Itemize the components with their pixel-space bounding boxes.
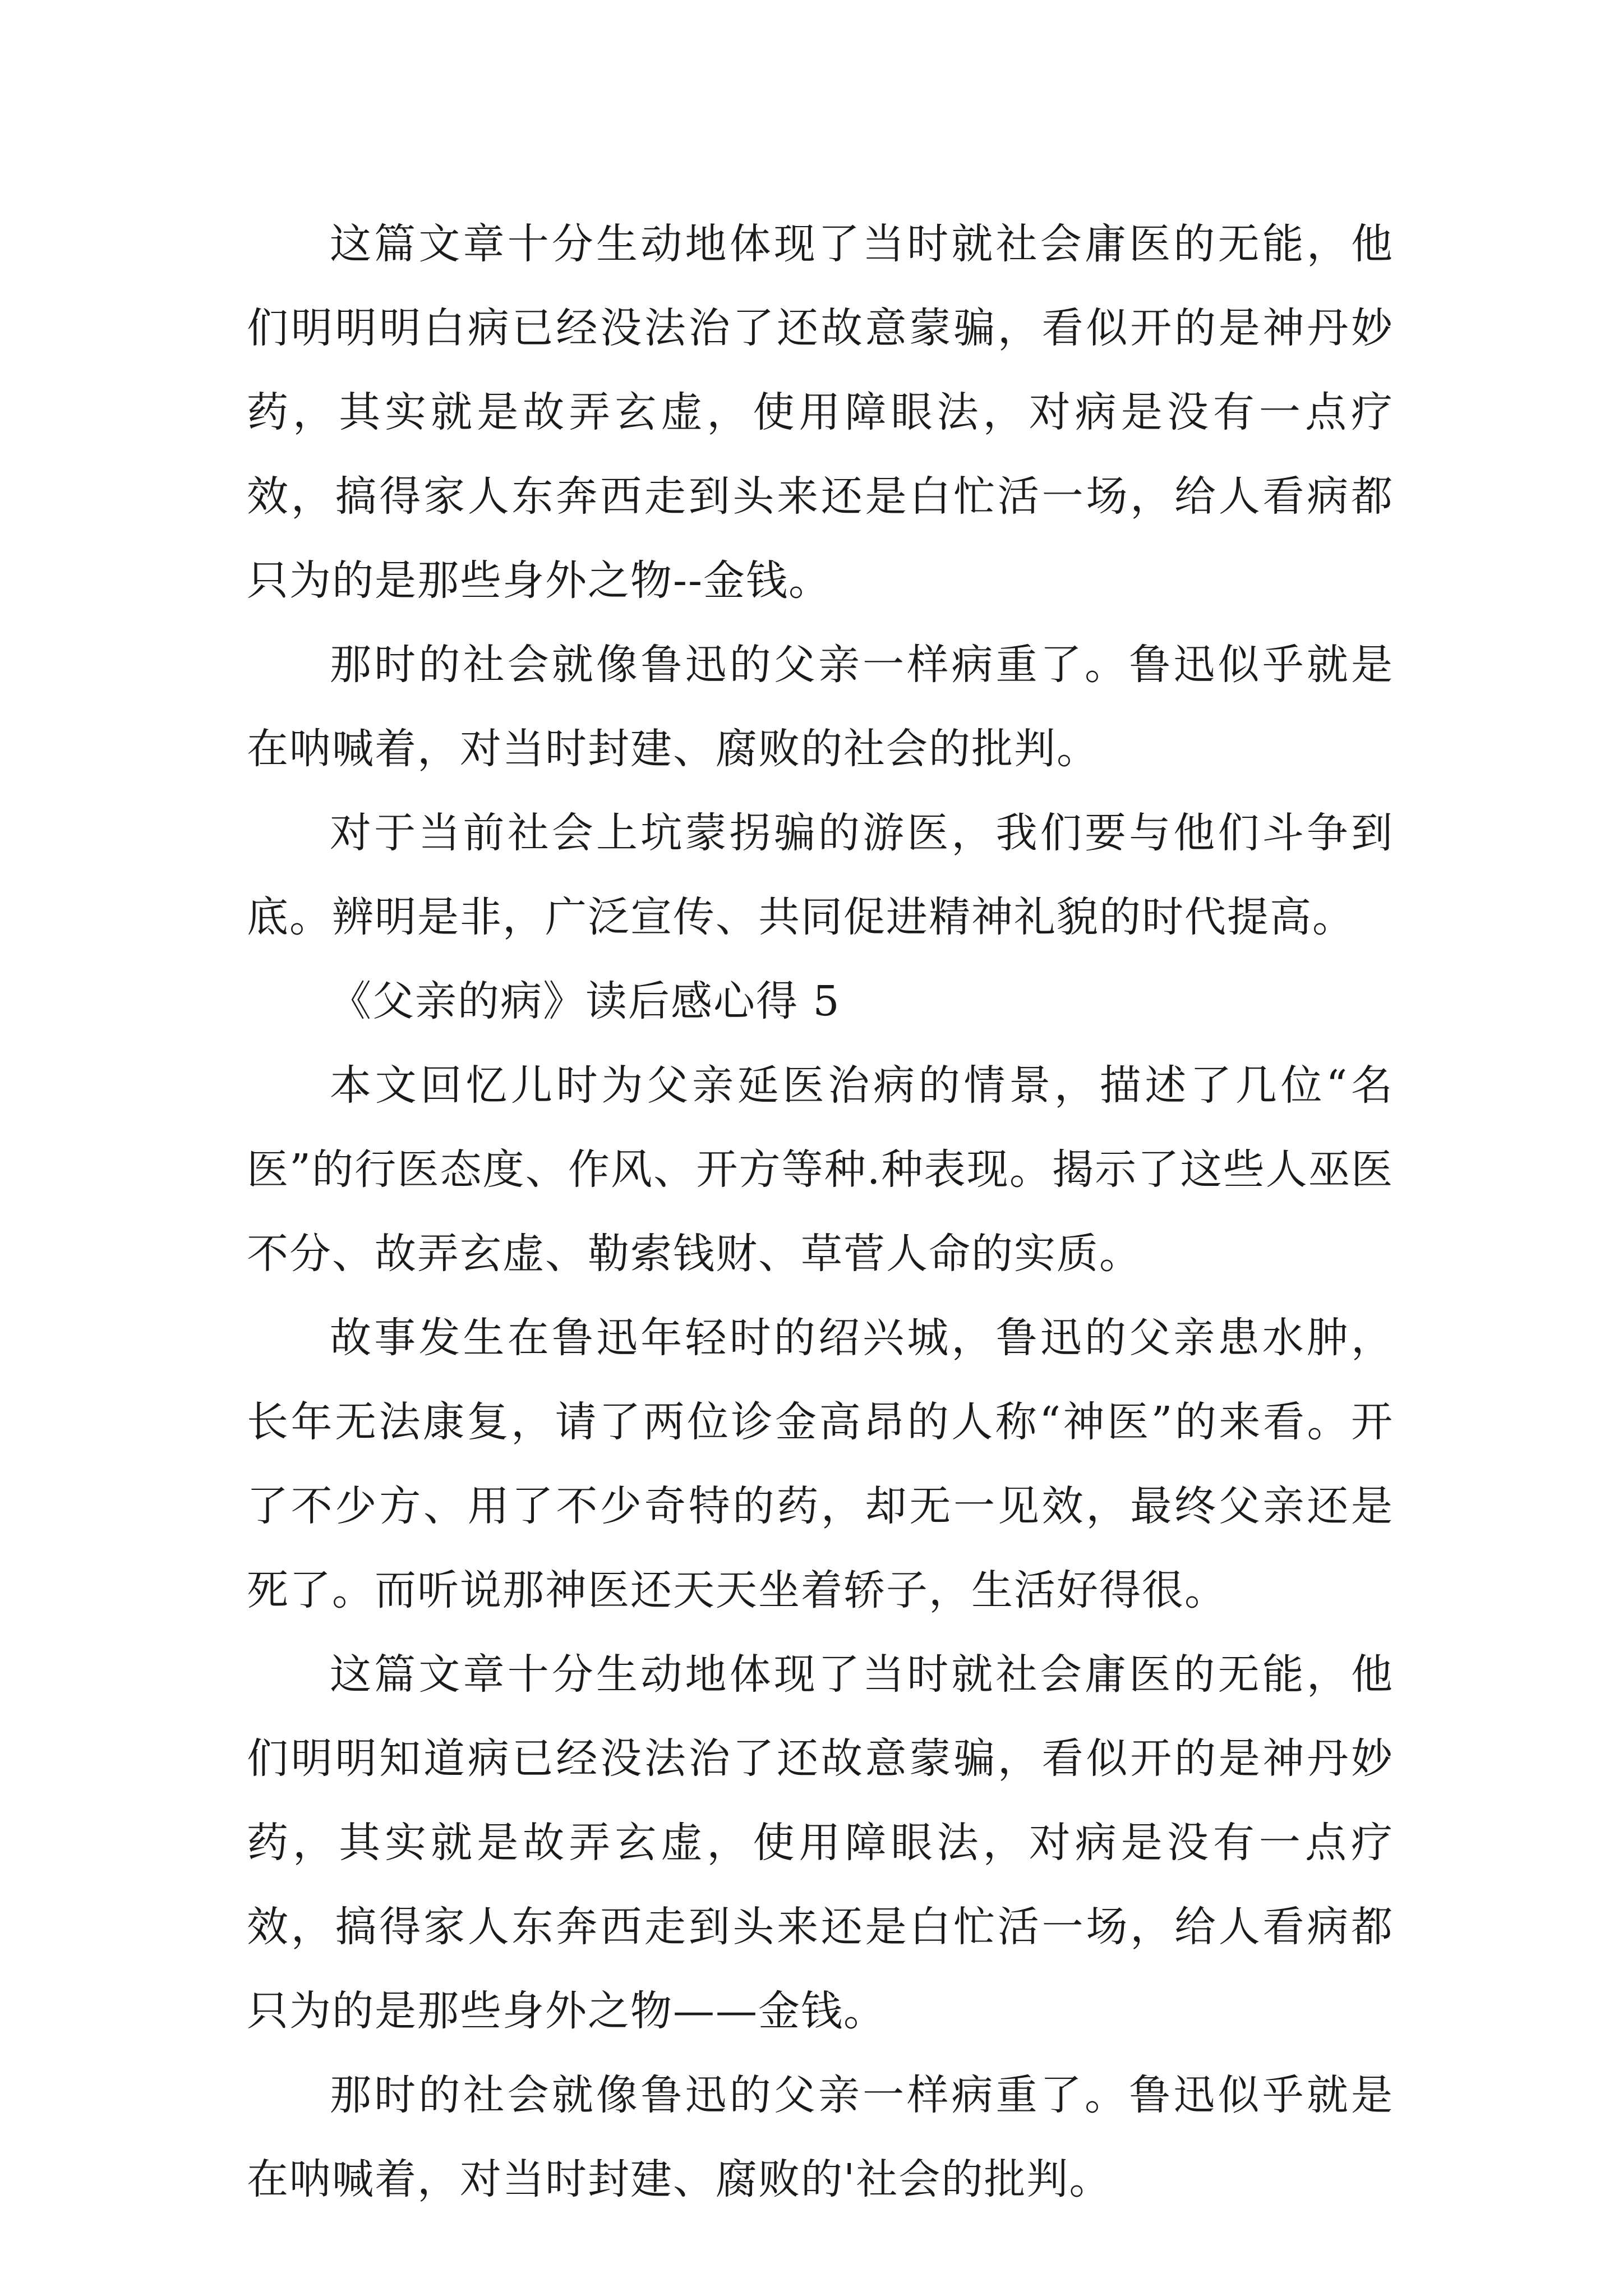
paragraph-5: 故事发生在鲁迅年轻时的绍兴城，鲁迅的父亲患水肿，长年无法康复，请了两位诊金高昂的人称“神医”的来看。开了不少方、用了不少奇特的药，却无一见效，最终父亲还是死了。而听说那神医还天天坐着轿子，生活好得很。 — [247, 1314, 1394, 1614]
document-page — [247, 202, 1394, 2221]
section-heading: 《父亲的病》读后感心得 5 — [330, 977, 841, 1025]
paragraph-6: 这篇文章十分生动地体现了当时就社会庸医的无能，他们明明知道病已经没法治了还故意蒙骗，看似开的是神丹妙药，其实就是故弄玄虚，使用障眼法，对病是没有一点疗效，搞得家人东奔西走到头来还是白忙活一场，给人看病都只为的是那些身外之物——金钱。 — [247, 1650, 1394, 2035]
paragraph-7: 那时的社会就像鲁迅的父亲一样病重了。鲁迅似乎就是在呐喊着，对当时封建、腐败的'社会的批判。 — [247, 2071, 1394, 2203]
paragraph-3: 对于当前社会上坑蒙拐骗的游医，我们要与他们斗争到底。辨明是非，广泛宣传、共同促进精神礼貌的时代提高。 — [247, 809, 1394, 941]
paragraph-4: 本文回忆儿时为父亲延医治病的情景，描述了几位“名医”的行医态度、作风、开方等种.种表现。揭示了这些人巫医不分、故弄玄虚、勒索钱财、草菅人命的实质。 — [247, 1061, 1394, 1278]
paragraph-1: 这篇文章十分生动地体现了当时就社会庸医的无能，他们明明明白病已经没法治了还故意蒙骗，看似开的是神丹妙药，其实就是故弄玄虚，使用障眼法，对病是没有一点疗效，搞得家人东奔西走到头来还是白忙活一场，给人看病都只为的是那些身外之物--金钱。 — [247, 220, 1394, 605]
paragraph-2: 那时的社会就像鲁迅的父亲一样病重了。鲁迅似乎就是在呐喊着，对当时封建、腐败的社会的批判。 — [247, 641, 1394, 773]
